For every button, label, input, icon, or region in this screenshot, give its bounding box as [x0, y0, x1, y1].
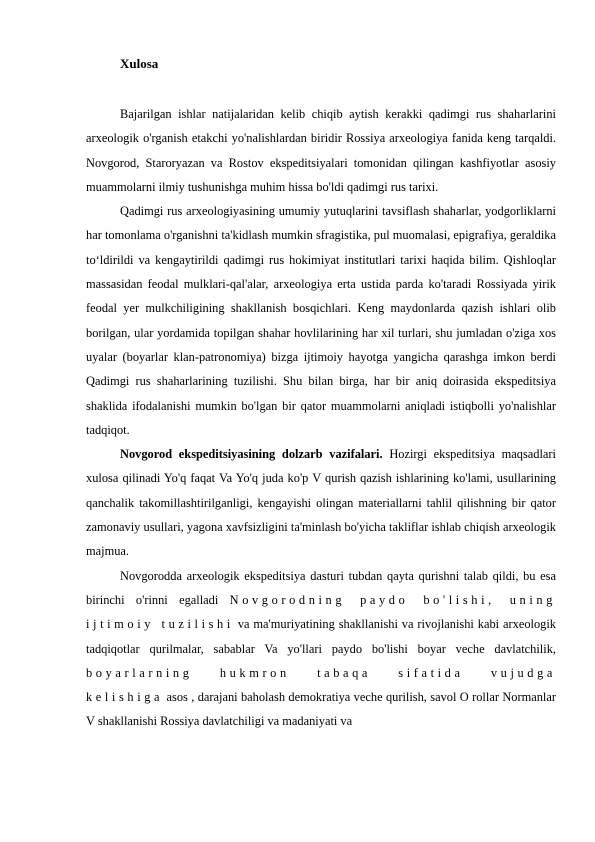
spaced-phrase-2: boyarlarning hukmron tabaqa sifatida vujudga kelishiga	[86, 665, 556, 705]
section-heading: Novgorod ekspeditsiyasining dolzarb vazifalari.	[120, 447, 383, 462]
paragraph-program-part-a: Novgorodda arxeologik ekspeditsiya dasturi tubdan qayta qurishni talab qildi, bu esa birinchi o'rinni egalladi	[86, 568, 556, 607]
document-body	[86, 102, 556, 734]
page-title: Xulosa	[120, 56, 159, 71]
paragraph-achievements: Qadimgi rus arxeologiyasining umumiy yutuqlarini tavsiflash shaharlar, yodgorliklarni har tomonlama o'rganishni ta'kidlash mumkin sfragistika, pul muomalasi, epigrafiya, geraldika to‘ldirildi va kengaytirildi qadimgi rus hokimiyat institutlari tarixi haqida bilim. Qishloqlar massasidan feodal mulklari-qal'alar, arxeologiya erta ustida parda ko'taradi Rossiyada yirik feodal yer mulkchiligining shakllanish bosqichlari. Keng maydonlarda qazish ishlari olib borilgan, ular yordamida topilgan shahar hovlilarining har xil turlari, shu jumladan o'ziga xos uyalar (boyarlar klan-patronomiya) bizga ijtimoiy hayotga yangicha qarashga imkon berdi Qadimgi rus shaharlarining tuzilishi. Shu bilan birga, har bir aniq doirasida ekspeditsiya shaklida ifodalanishi mumkin bo'lgan bir qator muammolarni aniqladi istiqbolli yo'nalishlar tadqiqot.	[86, 204, 556, 437]
paragraph-program-part-b: va ma'muriyatining shakllanishi va rivojlanishi kabi arxeologik tadqiqotlar qurilmalar, sabablar Va yo'llari paydo bo'lishi boyar veche davlatchilik,	[86, 617, 556, 656]
paragraph-intro: Bajarilgan ishlar natijalaridan kelib chiqib aytish kerakki qadimgi rus shaharlarini arxeologik o'rganish etakchi yo'nalishlardan biridir Rossiya arxeologiya fanida keng tarqaldi. Novgorod, Staroryazan va Rostov ekspeditsiyalari tomonidan qilingan kashfiyotlar asosiy muammolarni ilmiy tushunishga muhim hissa bo'ldi qadimgi rus tarixi.	[86, 107, 556, 194]
paragraph-program	[86, 564, 556, 734]
paragraph-tasks-text: Hozirgi ekspeditsiya maqsadlari xulosa qilinadi Yo'q faqat Va Yo'q juda ko'p V qurish qazish ishlarining ko'lami, usullarining qanchalik takomillashtirilganligi, kengayishi olingan materiallarni tahlil qilishning bir qator zamonaviy usullari, yagona xavfsizligini ta'minlash bo'yicha takliflar ishlab chiqish arxeologik majmua.	[86, 447, 556, 559]
paragraph-tasks	[86, 442, 556, 563]
spaced-phrase-1: Novgorodning paydo bo'lishi, uning ijtimoiy tuzilishi	[86, 592, 556, 632]
paragraph-program-part-c: asos , darajani baholash demokratiya veche qurilish, savol O rollar Normanlar V shakllanishi Rossiya davlatchiligi va madaniyati va	[86, 690, 556, 729]
